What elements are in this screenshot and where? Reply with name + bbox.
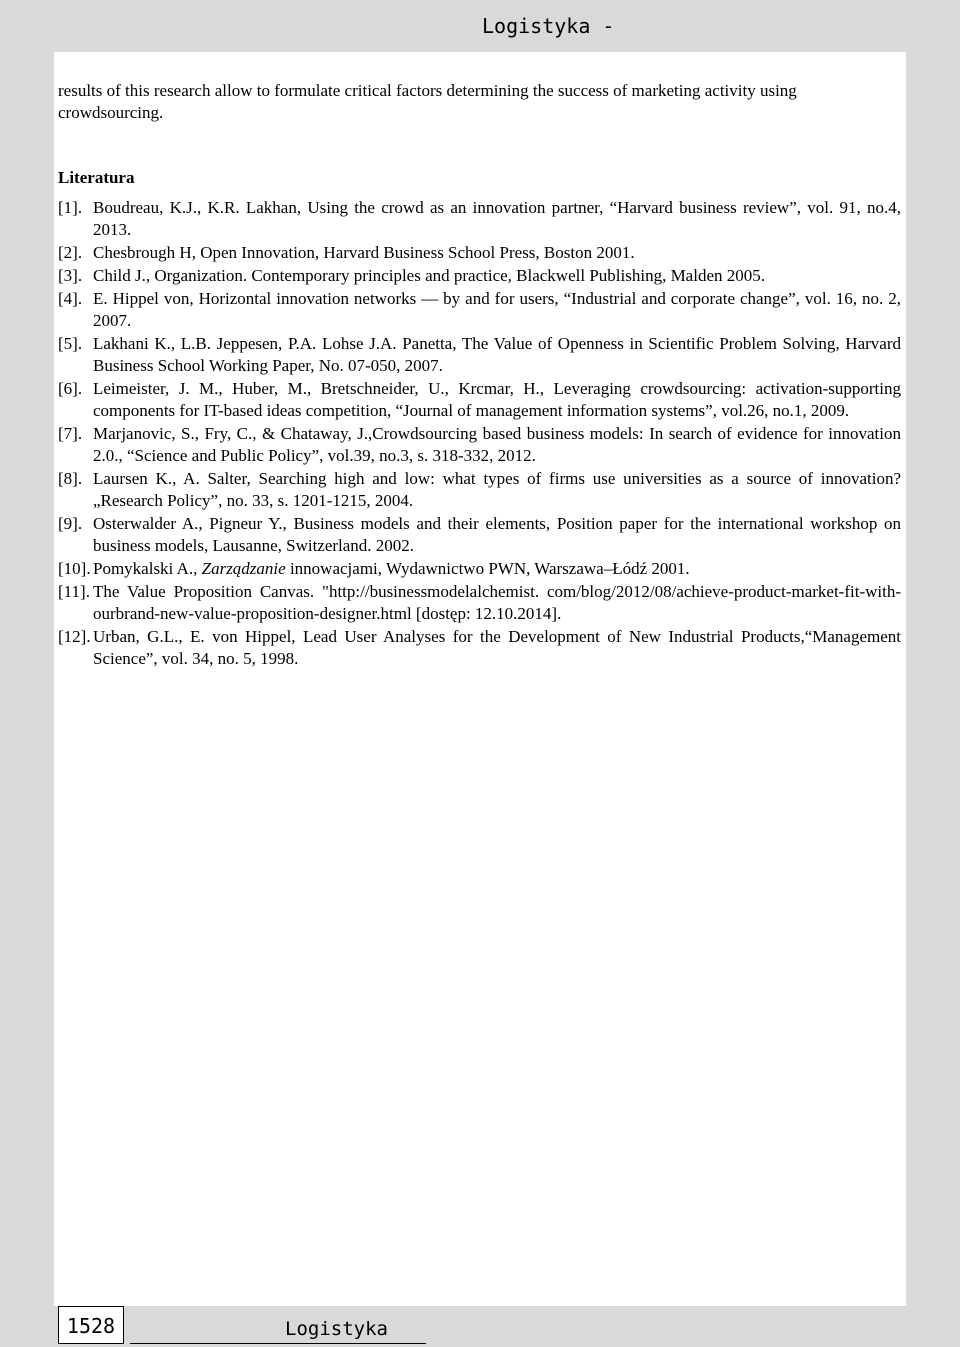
reference-text: Boudreau, K.J., K.R. Lakhan, Using the crowd as an innovation partner, “Harvard business review”, vol. 91, no.4, 2013.	[93, 197, 901, 240]
reference-text: Laursen K., A. Salter, Searching high and low: what types of firms use universities as a source of innovation? „Research Policy”, no. 33, s. 1201-1215, 2004.	[93, 468, 901, 511]
reference-item	[58, 333, 901, 378]
page-header	[0, 0, 960, 52]
abstract-tail: results of this research allow to formulate critical factors determining the success of marketing activity using crowdsourcing.	[58, 81, 797, 123]
reference-item	[58, 378, 901, 423]
page-number: 1528	[58, 1306, 124, 1344]
literature-heading: Literatura	[58, 167, 135, 187]
reference-text-after: innowacjami, Wydawnictwo PWN, Warszawa–Łódź 2001.	[285, 559, 690, 579]
reference-text: Child J., Organization. Contemporary principles and practice, Blackwell Publishing, Malden 2005.	[93, 265, 765, 285]
reference-text: The Value Proposition Canvas. "http://businessmodelalchemist. com/blog/2012/08/achieve-product-market-fit-with-ourbrand-new-value-proposition-designer.html [dostęp: 12.10.2014].	[93, 581, 901, 624]
reference-number: [5].	[58, 333, 83, 353]
reference-number: [11].	[58, 581, 90, 601]
footer-journal-label: Logistyka	[285, 1318, 388, 1340]
reference-item	[58, 626, 901, 671]
page-body	[54, 52, 906, 1306]
reference-text: Urban, G.L., E. von Hippel, Lead User Analyses for the Development of New Industrial Products,“Management Science”, vol. 34, no. 5, 1998.	[93, 627, 901, 669]
header-title: Logistyka -	[482, 14, 615, 38]
reference-text: Chesbrough H, Open Innovation, Harvard Business School Press, Boston 2001.	[93, 242, 635, 262]
reference-number: [7].	[58, 423, 83, 443]
reference-item	[58, 468, 901, 513]
reference-item	[58, 513, 901, 558]
reference-text: Osterwalder A., Pigneur Y., Business models and their elements, Position paper for the international workshop on business models, Lausanne, Switzerland. 2002.	[93, 514, 901, 556]
reference-text: E. Hippel von, Horizontal innovation networks — by and for users, “Industrial and corporate change”, vol. 16, no. 2, 2007.	[93, 288, 901, 330]
reference-item	[58, 558, 901, 580]
reference-number: [10].	[58, 559, 91, 579]
reference-text: Leimeister, J. M., Huber, M., Bretschneider, U., Krcmar, H., Leveraging crowdsourcing: activation-supporting components for IT-based ideas competition, “Journal of management information systems”, vol.26, no.1, 2009.	[93, 378, 901, 421]
content	[58, 80, 901, 671]
reference-number: [1].	[58, 197, 83, 217]
reference-item	[58, 197, 901, 242]
footer-journal-rule	[130, 1306, 426, 1344]
reference-number: [2].	[58, 242, 83, 262]
reference-text: Marjanovic, S., Fry, C., & Chataway, J.,Crowdsourcing based business models: In search of evidence for innovation 2.0., “Science and Public Policy”, vol.39, no.3, s. 318-332, 2012.	[93, 423, 901, 466]
reference-item	[58, 242, 901, 264]
page-footer	[0, 1306, 960, 1347]
reference-number: [3].	[58, 265, 83, 285]
reference-item	[58, 581, 901, 626]
reference-text-italic: Zarządzanie	[201, 559, 286, 579]
reference-number: [4].	[58, 288, 83, 308]
reference-text: Lakhani K., L.B. Jeppesen, P.A. Lohse J.A. Panetta, The Value of Openness in Scientific Problem Solving, Harvard Business School Working Paper, No. 07-050, 2007.	[93, 333, 901, 375]
reference-number: [8].	[58, 468, 83, 488]
reference-item	[58, 288, 901, 333]
reference-number: [12].	[58, 627, 91, 647]
reference-number: [9].	[58, 514, 83, 534]
reference-item	[58, 423, 901, 468]
reference-item	[58, 265, 901, 287]
reference-list	[58, 197, 901, 671]
reference-number: [6].	[58, 378, 83, 398]
reference-text-before: Pomykalski A.,	[93, 559, 202, 579]
